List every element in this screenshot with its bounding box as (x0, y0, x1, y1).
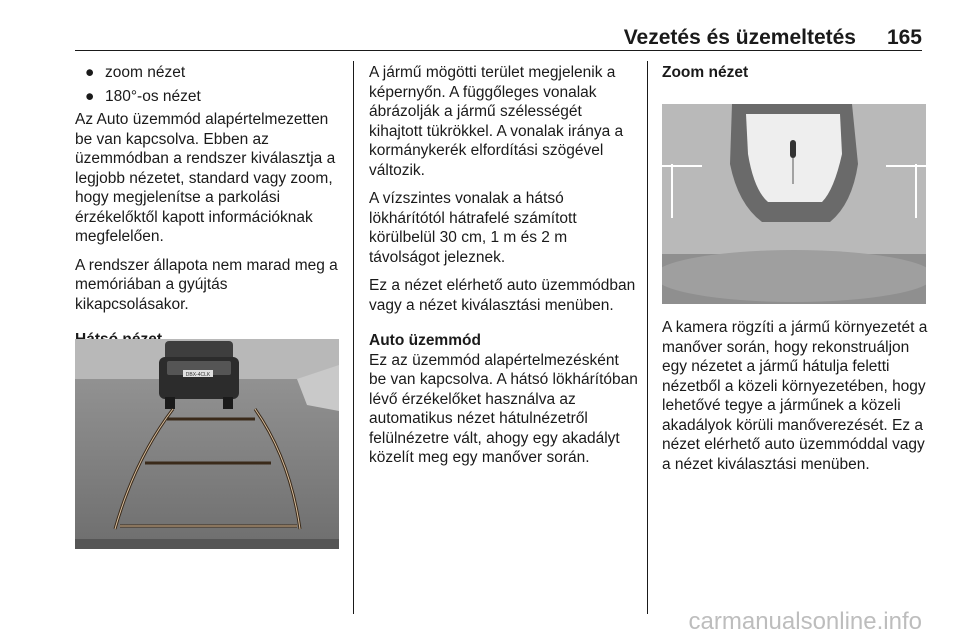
list-item: ● zoom nézet (85, 64, 186, 81)
list-item: ● 180°-os nézet (85, 87, 201, 105)
column-3 (662, 63, 928, 83)
paragraph: A jármű mögötti terület megjelenik a képernyőn. A függőleges vonalak ábrázolják a jármű szélességét kihajtott tükrökkel. A vonalak iránya a kormánykerék elfordítási szögével változik. (369, 64, 624, 179)
column-divider (647, 61, 648, 614)
column-2 (369, 63, 639, 477)
rear-camera-illustration (75, 339, 339, 549)
column-3-text (662, 318, 928, 483)
paragraph: Az Auto üzemmód alapértelmezetten be van kapcsolva. Ebben az üzemmódban a rendszer kiválasztja a legjobb nézetet, standard vagy zoom, hogy megjelenítse a parkolási érzékelőktől kapott információknak megfelelően. (75, 111, 336, 245)
section-heading: Auto üzemmód (369, 332, 481, 349)
zoom-view-figure (662, 104, 926, 304)
rear-view-figure (75, 339, 339, 549)
view-list (75, 63, 345, 106)
section-title: Vezetés és üzemeltetés (623, 26, 856, 49)
section-heading: Zoom nézet (662, 64, 749, 81)
paragraph: Ez az üzemmód alapértelmezésként be van kapcsolva. A hátsó lökhárítóban lévő érzékelőket használva az automatikus nézet hátulnézetről felülnézetre vált, ahogy egy akadályt közelít meg egy manőver során. (369, 351, 638, 466)
column-1 (75, 63, 345, 350)
paragraph: A kamera rögzíti a jármű környezetét a manőver során, hogy rekonstruáljon egy nézetet a jármű hátulja feletti nézetből a közeli környezetében, hogy lehetővé tegye a járműnek a közeli akadályok körüli manőverezését. Ez a nézet elérhető auto üzemmóddal vagy a nézet kiválasztási menüben. (662, 319, 928, 473)
watermark: carmanualsonline.info (688, 608, 922, 635)
zoom-camera-illustration (662, 104, 926, 304)
page-number: 165 (886, 26, 922, 49)
paragraph: A rendszer állapota nem marad meg a memóriában a gyújtás kikapcsolásakor. (75, 256, 338, 313)
paragraph: A vízszintes vonalak a hátsó lökhárítótól hátrafelé számított körülbelül 30 cm, 1 m és 2 m távolságot jeleznek. (369, 190, 577, 266)
page-header (75, 26, 922, 51)
license-plate: DBX-4CLK (185, 372, 211, 378)
paragraph: Ez a nézet elérhető auto üzemmódban vagy a nézet kiválasztási menüben. (369, 277, 636, 314)
column-divider (353, 61, 354, 614)
